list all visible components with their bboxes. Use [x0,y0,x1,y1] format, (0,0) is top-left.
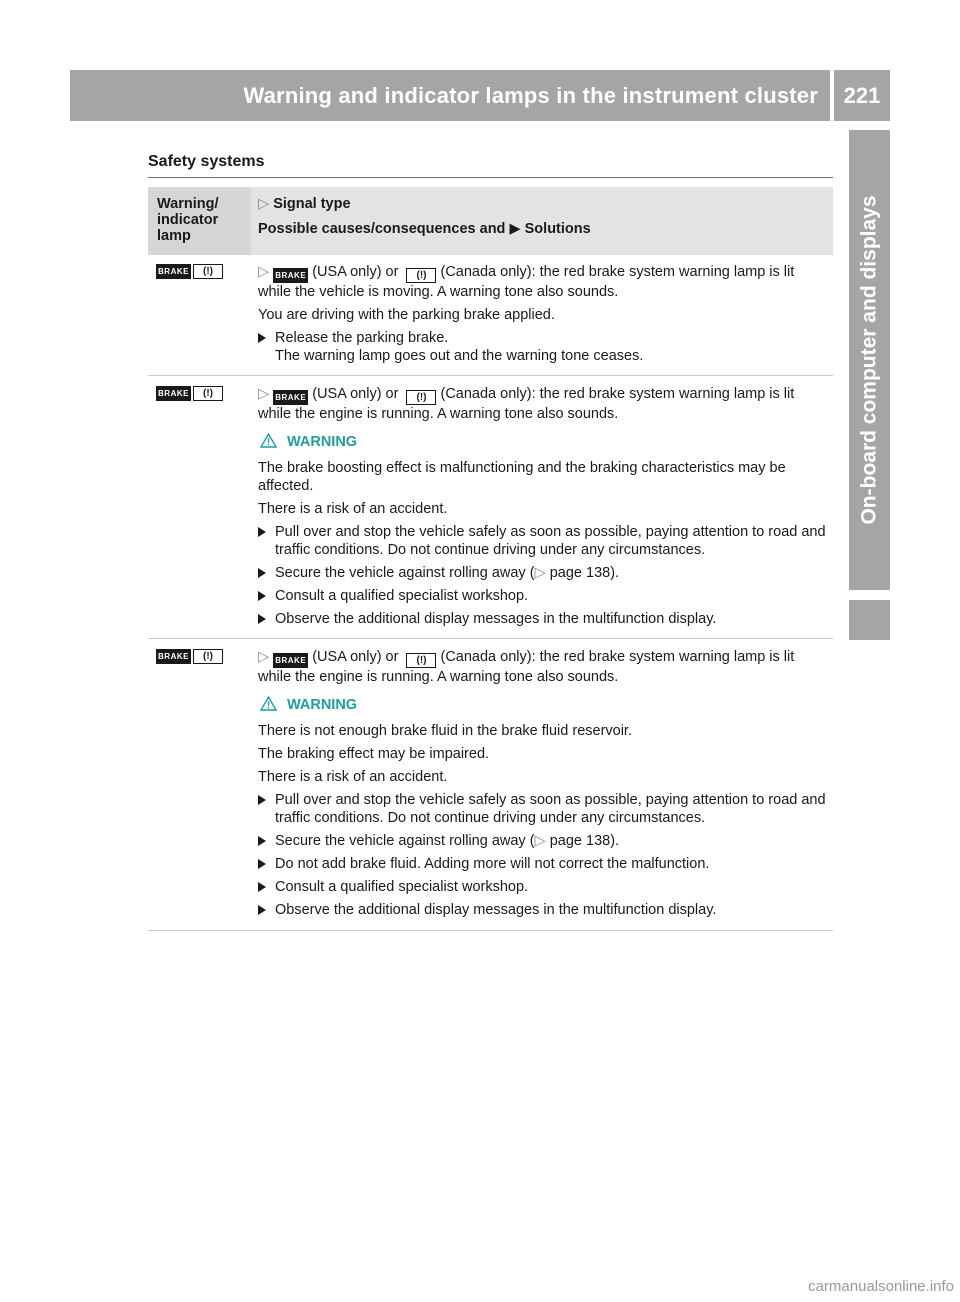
table-header-lamp [148,187,251,255]
signal-type-icon: ▷ [258,264,270,280]
brake-warning-icon: BRAKE [273,390,308,405]
warning-text: There is a risk of an accident. [258,501,448,517]
row-content [258,385,828,633]
chapter-tab-label: On-board computer and displays [857,195,881,525]
row-divider [148,930,833,931]
signal-text-part: (USA only) or [312,649,399,665]
solution-step [258,587,828,605]
solution-step [258,329,828,365]
brake-warning-icon: BRAKE [156,386,191,401]
brake-warning-icon: BRAKE [273,653,308,668]
watermark: carmanualsonline.info [808,1278,954,1295]
step-arrow-icon [258,568,266,578]
solution-step-text: Pull over and stop the vehicle safely as soon as possible, paying attention to road and traffic conditions. Do not continue driving under any circumstances. [275,524,826,558]
lamp-icons [156,649,223,664]
page-reference[interactable]: page 138). [549,565,620,581]
signal-type-label: Signal type [273,196,351,212]
solution-step [258,791,828,827]
page-reference[interactable]: page 138). [549,833,620,849]
table-header-signal [258,196,591,237]
row-content [258,263,828,370]
running-header [70,70,830,121]
brake-circle-icon: (!) [406,653,436,668]
solution-step-text: Secure the vehicle against rolling away ( [275,565,535,581]
brake-warning-icon: BRAKE [156,649,191,664]
warning-label: WARNING [287,697,358,713]
page-ref-icon: ▷ [534,565,546,581]
warning-label: WARNING [287,434,358,450]
signal-type-icon: ▷ [258,649,270,665]
warning-triangle-icon [260,696,277,711]
step-arrow-icon [258,836,266,846]
solutions-label: Solutions [524,221,591,237]
warning-triangle-icon [260,433,277,448]
page-ref-icon: ▷ [534,833,546,849]
solution-step [258,832,828,850]
step-arrow-icon [258,882,266,892]
solution-step [258,564,828,582]
signal-text-part: (USA only) or [312,386,399,402]
brake-warning-icon: BRAKE [273,268,308,283]
causes-label: Possible causes/consequences and [258,221,506,237]
table-header [148,187,833,255]
solution-step [258,855,828,873]
signal-text [258,385,828,423]
brake-circle-icon: (!) [406,390,436,405]
solution-step-text: Secure the vehicle against rolling away ( [275,833,535,849]
chapter-tab-marker [849,600,890,640]
warning-heading [258,696,828,714]
solution-arrow-icon: ▶ [509,221,521,237]
step-arrow-icon [258,859,266,869]
step-arrow-icon [258,527,266,537]
step-arrow-icon [258,795,266,805]
signal-text [258,648,828,686]
solution-result-text: The warning lamp goes out and the warning tone ceases. [275,348,644,364]
solution-step-text: Observe the additional display messages in the multifunction display. [275,611,717,627]
section-title: Safety systems [148,153,265,170]
lamp-icons [156,264,223,279]
solution-step-text: Pull over and stop the vehicle safely as soon as possible, paying attention to road and traffic conditions. Do not continue driving under any circumstances. [275,792,826,826]
warning-text: There is not enough brake fluid in the brake fluid reservoir. [258,723,632,739]
brake-circle-icon: (!) [193,386,223,401]
solution-step [258,878,828,896]
warning-text: The braking effect may be impaired. [258,746,490,762]
step-arrow-icon [258,614,266,624]
table-header-lamp-label: Warning/ indicator lamp [157,196,219,244]
signal-text-part: (USA only) or [312,264,399,280]
solution-step-text: Observe the additional display messages in the multifunction display. [275,902,717,918]
signal-text-part: (Canada only): the red brake system warning lamp is lit while the engine is running. A warning tone also sounds. [258,386,795,422]
row-content [258,648,828,924]
chapter-tab [849,130,890,590]
solution-step [258,610,828,628]
solution-step-text: Release the parking brake. [275,330,449,346]
warning-heading [258,433,828,451]
row-divider [148,375,833,376]
warning-text: There is a risk of an accident. [258,769,448,785]
brake-warning-icon: BRAKE [156,264,191,279]
signal-type-icon: ▷ [258,386,270,402]
solution-step [258,523,828,559]
signal-type-icon: ▷ [258,196,270,212]
solution-step [258,901,828,919]
row-divider [148,638,833,639]
step-arrow-icon [258,905,266,915]
signal-text [258,263,828,301]
section-rule [148,177,833,178]
brake-circle-icon: (!) [406,268,436,283]
lamp-icons [156,386,223,401]
header-title: Warning and indicator lamps in the instrument cluster [243,82,818,108]
warning-text: The brake boosting effect is malfunctioning and the braking characteristics may be affected. [258,460,786,494]
cause-text: You are driving with the parking brake applied. [258,307,555,323]
signal-text-part: (Canada only): the red brake system warning lamp is lit while the engine is running. A warning tone also sounds. [258,649,795,685]
step-arrow-icon [258,333,266,343]
step-arrow-icon [258,591,266,601]
solution-step-text: Consult a qualified specialist workshop. [275,588,529,604]
solution-step-text: Do not add brake fluid. Adding more will not correct the malfunction. [275,856,710,872]
page-number: 221 [834,70,890,121]
signal-text-part: (Canada only): the red brake system warning lamp is lit while the vehicle is moving. A warning tone also sounds. [258,264,795,300]
brake-circle-icon: (!) [193,649,223,664]
brake-circle-icon: (!) [193,264,223,279]
solution-step-text: Consult a qualified specialist workshop. [275,879,529,895]
